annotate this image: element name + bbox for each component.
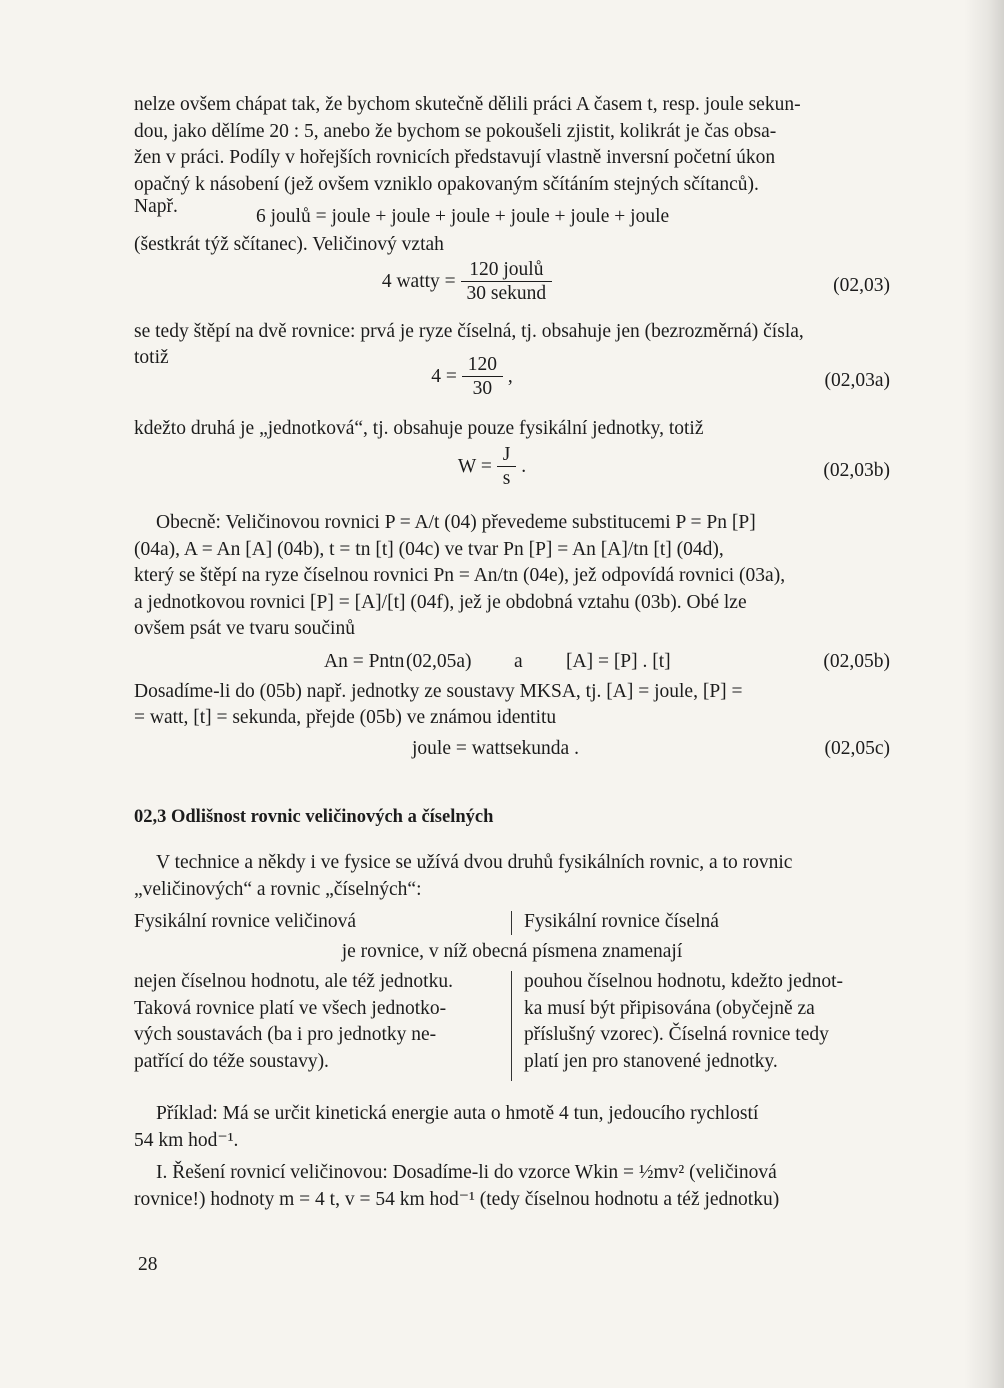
text-line: Obecně: Veličinovou rovnici P = A/t (04) převedeme substitucemi P = Pn [P] bbox=[156, 512, 756, 533]
text-line: totiž bbox=[134, 347, 169, 368]
equation-label: (02,03b) bbox=[823, 460, 890, 481]
equation-lhs: 4 watty = bbox=[381, 270, 456, 292]
fraction-numerator: 120 joulů bbox=[461, 259, 553, 282]
text-line: rovnice!) hodnoty m = 4 t, v = 54 km hod⁻¹ (tedy číselnou hodnotu a též jednotku) bbox=[134, 1188, 780, 1210]
table-right-heading: Fysikální rovnice číselná bbox=[524, 911, 719, 932]
equation-02-05 bbox=[134, 649, 890, 679]
equation-02-03 bbox=[134, 259, 890, 315]
table-shared-row: je rovnice, v níž obecná písmena znamenají bbox=[341, 941, 683, 962]
equation-lhs: W = bbox=[457, 455, 492, 477]
table-left-heading: Fysikální rovnice veličinová bbox=[134, 911, 357, 932]
table-divider-top bbox=[511, 911, 512, 935]
equation-joules-row bbox=[134, 198, 890, 232]
text-line: pouhou číselnou hodnotu, kdežto jednot- bbox=[524, 971, 843, 992]
paragraph-4 bbox=[134, 510, 890, 643]
text-line: „veličinových“ a rovnic „číselných“: bbox=[134, 878, 422, 900]
text-line: příslušný vzorec). Číselná rovnice tedy bbox=[524, 1024, 829, 1045]
equation-05a: An = Pntn bbox=[324, 650, 405, 672]
fraction bbox=[497, 444, 517, 491]
fraction bbox=[462, 354, 503, 401]
equation-body: joule = wattsekunda . bbox=[412, 737, 579, 759]
equation-tail: . bbox=[521, 455, 527, 477]
comparison-table bbox=[134, 909, 890, 1085]
text-line: ka musí být připisována (obyčejně za bbox=[524, 997, 815, 1019]
text-line: V technice a někdy i ve fysice se užívá dvou druhů fysikálních rovnic, a to rovnic bbox=[156, 852, 793, 873]
equation-05a-label: (02,05a) bbox=[406, 650, 472, 672]
text-line: žen v práci. Podíly v hořejších rovnicích představují vlastně inversní početní úkon bbox=[134, 147, 776, 168]
page-edge-shadow bbox=[964, 0, 1004, 1388]
text-line: dou, jako dělíme 20 : 5, anebo že bychom se pokoušeli zjistit, kolikrát je čas obsa- bbox=[134, 120, 777, 142]
table-left-column bbox=[134, 969, 498, 1075]
equation-02-03a bbox=[134, 354, 890, 410]
text-line: vých soustavách (ba i pro jednotky ne- bbox=[134, 1024, 437, 1045]
text-line: Dosadíme-li do (05b) např. jednotky ze soustavy MKSA, tj. [A] = joule, [P] = bbox=[134, 680, 743, 702]
equation-joules: 6 joulů = joule + joule + joule + joule + joule + joule bbox=[256, 206, 670, 227]
text-line: platí jen pro stanovené jednotky. bbox=[524, 1050, 778, 1072]
table-divider-bottom bbox=[511, 971, 512, 1081]
napr-label: Např. bbox=[134, 196, 178, 217]
equation-conjunction: a bbox=[514, 650, 523, 672]
text-line: ovšem psát ve tvaru součinů bbox=[134, 618, 355, 639]
equation-02-05c bbox=[134, 736, 890, 766]
text-line: nelze ovšem chápat tak, že bychom skutečně dělili práci A časem t, resp. joule sekun- bbox=[134, 94, 801, 115]
paragraph-5 bbox=[134, 679, 890, 732]
paragraph-priklad bbox=[134, 1101, 890, 1154]
paragraph-reseni bbox=[134, 1160, 890, 1213]
equation-label: (02,05c) bbox=[824, 737, 890, 759]
equation-label: (02,03a) bbox=[824, 369, 890, 391]
paragraph-6 bbox=[134, 850, 890, 903]
text-line: = watt, [t] = sekunda, přejde (05b) ve známou identitu bbox=[134, 707, 557, 728]
text-line: se tedy štěpí na dvě rovnice: prvá je ryze číselná, tj. obsahuje jen (bezrozměrná) čísla, bbox=[134, 320, 804, 342]
text-line: který se štěpí na ryze číselnou rovnici Pn = An/tn (04e), jež odpovídá rovnici (03a), bbox=[134, 565, 786, 586]
equation-label: (02,03) bbox=[833, 274, 890, 296]
text-line: 54 km hod⁻¹. bbox=[134, 1129, 239, 1151]
equation-05b: [A] = [P] . [t] bbox=[566, 650, 671, 672]
text-line: a jednotkovou rovnici [P] = [A]/[t] (04f), jež je obdobná vztahu (03b). Obé lze bbox=[134, 591, 747, 613]
text-line: Příklad: Má se určit kinetická energie auta o hmotě 4 tun, jedoucího rychlostí bbox=[156, 1103, 759, 1124]
section-heading: 02,3 Odlišnost rovnic veličinových a číselných bbox=[134, 806, 494, 827]
text-line: I. Řešení rovnicí veličinovou: Dosadíme-li do vzorce Wkin = ½mv² (veličinová bbox=[156, 1162, 777, 1183]
text-line: opačný k násobení (jež ovšem vzniklo opakovaným sčítáním stejných sčítanců). bbox=[134, 173, 759, 195]
page-number: 28 bbox=[138, 1254, 158, 1275]
equation-02-03b bbox=[134, 444, 890, 500]
equation-tail: , bbox=[507, 365, 513, 387]
paragraph-3: kdežto druhá je „jednotková“, tj. obsahuje pouze fysikální jednotky, totiž bbox=[134, 417, 704, 439]
text-line: nejen číselnou hodnotu, ale též jednotku. bbox=[134, 971, 453, 992]
fraction-denominator: 30 bbox=[472, 377, 493, 399]
equation-lhs: 4 = bbox=[431, 365, 457, 387]
paragraph-1 bbox=[134, 92, 890, 198]
fraction-numerator: 120 bbox=[462, 354, 503, 377]
fraction-denominator: s bbox=[502, 468, 511, 489]
page-content bbox=[134, 92, 890, 1213]
text-line: patřící do téže soustavy). bbox=[134, 1050, 329, 1072]
table-right-column bbox=[524, 969, 890, 1075]
paragraph-sestkrat: (šestkrát týž sčítanec). Veličinový vztah bbox=[134, 234, 444, 255]
text-line: (04a), A = An [A] (04b), t = tn [t] (04c) ve tvar Pn [P] = An [A]/tn [t] (04d), bbox=[134, 538, 724, 560]
equation-label: (02,05b) bbox=[823, 650, 890, 672]
fraction-numerator: J bbox=[497, 444, 517, 467]
fraction-denominator: 30 sekund bbox=[466, 282, 547, 304]
fraction bbox=[461, 259, 553, 306]
text-line: Taková rovnice platí ve všech jednotko- bbox=[134, 997, 447, 1019]
